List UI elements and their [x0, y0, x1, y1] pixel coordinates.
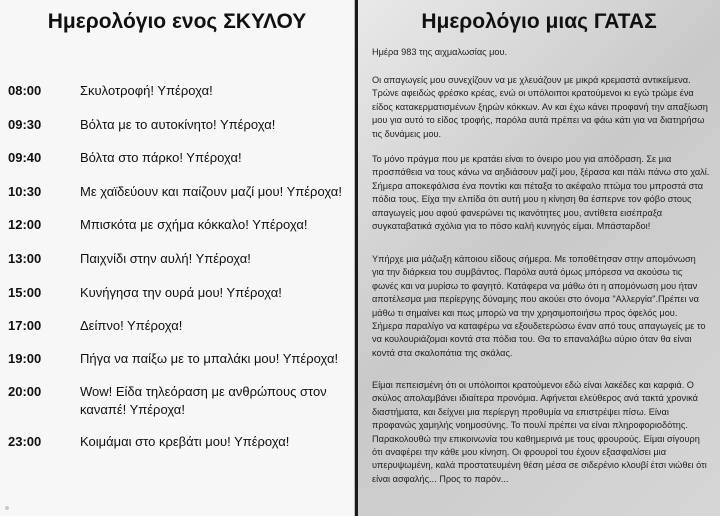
- entry-text: Πήγα να παίξω με το μπαλάκι μου! Υπέροχα!: [80, 351, 339, 366]
- entry-text: Βόλτα στο πάρκο! Υπέροχα!: [80, 150, 242, 165]
- dog-diary-title: Ημερολόγιο ενος ΣΚΥΛΟΥ: [47, 10, 307, 33]
- cat-paragraph: Ημέρα 983 της αιχμαλωσίας μου.: [372, 47, 508, 57]
- entry-time: 09:30: [8, 117, 42, 132]
- entry-text: Κοιμάμαι στο κρεβάτι μου! Υπέροχα!: [80, 434, 290, 449]
- cat-diary-title: Ημερολόγιο μιας ΓΑΤΑΣ: [421, 10, 657, 33]
- entry-time: 09:40: [8, 150, 42, 165]
- cat-paragraph: Υπήρχε μια μάζωξη κάποιου είδους σήμερα. Με τοποθέτησαν στην απομόνωση για την διάρκεια του συμβάντος. Παρόλα αυτά όμως μπόρεσα να ακούσω τις φωνές και να μυρίσω το φαγητό. Κατάφερα να μάθω ότι η απομόνωση μου ήταν αποτέλεσμα μια περίεργης δύναμης που ακούει στο όνομα "Αλλεργία".Πρέπει να μάθω τι σημαίνει και πως μπορώ να την χρησιμοποιήσω προς όφελός μου. Σήμερα παραλίγο να καταφέρω να εξουδετερώσω έναν από τους απαγωγείς με το να κουλουριάζομαι κοντά στα πόδια του. Θα το επαναλάβω αύριο όταν θα είναι κοντά στα σκαλοπάτια της σκάλας.: [372, 254, 706, 358]
- cat-paragraph: Το μόνο πράγμα που με κρατάει είναι το όνειρο μου για απόδραση. Σε μια προσπάθεια να τους κάνω να αηδιάσουν μαζί μου, ξέρασα και πάλι πάνω στο χαλί. Σήμερα αποκεφάλισα ένα ποντίκι και πέταξα το ακέφαλο πτώμα του μπροστά στα πόδια τους. Είχα την ελπίδα ότι αυτή μου η κίνηση θα έσπερνε τον φόβο στους απαγωγείς μου αφού φανερώνει τις ικανότητες μου, αντίθετα εισέπραξα συγκαταβατικά σχόλια για το πόσο καλή κυνηγός είμαι. Μπάσταρδοι!: [372, 154, 710, 232]
- entry-text: Κυνήγησα την ουρά μου! Υπέροχα!: [80, 285, 282, 300]
- cat-diary-panel: [358, 0, 720, 516]
- entry-text: Μπισκότα με σχήμα κόκκαλο! Υπέροχα!: [80, 217, 308, 232]
- entry-time: 15:00: [8, 285, 42, 300]
- entry-time: 23:00: [8, 434, 42, 449]
- entry-time: 12:00: [8, 217, 42, 232]
- cat-paragraph: Οι απαγωγείς μου συνεχίζουν να με χλευάζουν με μικρά κρεμαστά αντικείμενα. Τρώνε αφειδώς φρέσκο κρέας, ενώ οι υπόλοιποι κρατούμενοι κι εγώ τρώμε ένα είδος κατακερματισμένων ξηρών κόκκων. Αν και έχω κάνει προφανή την απαξίωση μου για αυτό το είδος τροφής, παρόλα αυτά πρέπει να φάω κάτι για να διατηρήσω τις δυνάμεις μου.: [372, 75, 708, 139]
- entry-time: 19:00: [8, 351, 42, 366]
- entry-time: 08:00: [8, 83, 42, 98]
- entry-text: Με χαϊδεύουν και παίζουν μαζί μου! Υπέροχα!: [80, 184, 342, 199]
- entry-text: Βόλτα με το αυτοκίνητο! Υπέροχα!: [80, 117, 276, 132]
- entry-time: 10:30: [8, 184, 42, 199]
- entry-text: Σκυλοτροφή! Υπέροχα!: [80, 83, 213, 98]
- decorative-dot: [5, 506, 9, 510]
- entry-text: Wow! Είδα τηλεόραση με ανθρώπους στον καναπέ! Υπέροχα!: [80, 384, 327, 417]
- entry-text: Παιχνίδι στην αυλή! Υπέροχα!: [80, 251, 251, 266]
- entry-time: 20:00: [8, 384, 42, 399]
- entry-time: 17:00: [8, 318, 42, 333]
- dog-diary-panel: [0, 0, 355, 516]
- entry-time: 13:00: [8, 251, 42, 266]
- cat-paragraph: Είμαι πεπεισμένη ότι οι υπόλοιποι κρατούμενοι εδώ είναι λακέδες και καρφιά. Ο σκύλος απολαμβάνει ιδιαίτερα προνόμια. Αφήνεται ελεύθερος ανά τακτά χρονικά διαστήματα, και δείχνει μια περίεργη προθυμία να επιστρέψει πίσω. Είναι προφανώς χαμηλής νοημοσύνης. Το πουλί πρέπει να είναι πληροφοριοδότης. Παρακολουθώ την επικοινωνία του καθημερινά με τους φρουρούς. Είμαι σίγουρη ότι αναφέρει την κάθε μου κίνηση. Οι φρουροί του έχουν εξασφαλίσει μια υπερυψωμένη, καλά προστατευμένη θέση μέσα σε σιδερένιο κλουβί έτσι νιώθει ότι είναι ασφαλής... Προς το παρόν...: [372, 380, 707, 484]
- entry-text: Δείπνο! Υπέροχα!: [80, 318, 183, 333]
